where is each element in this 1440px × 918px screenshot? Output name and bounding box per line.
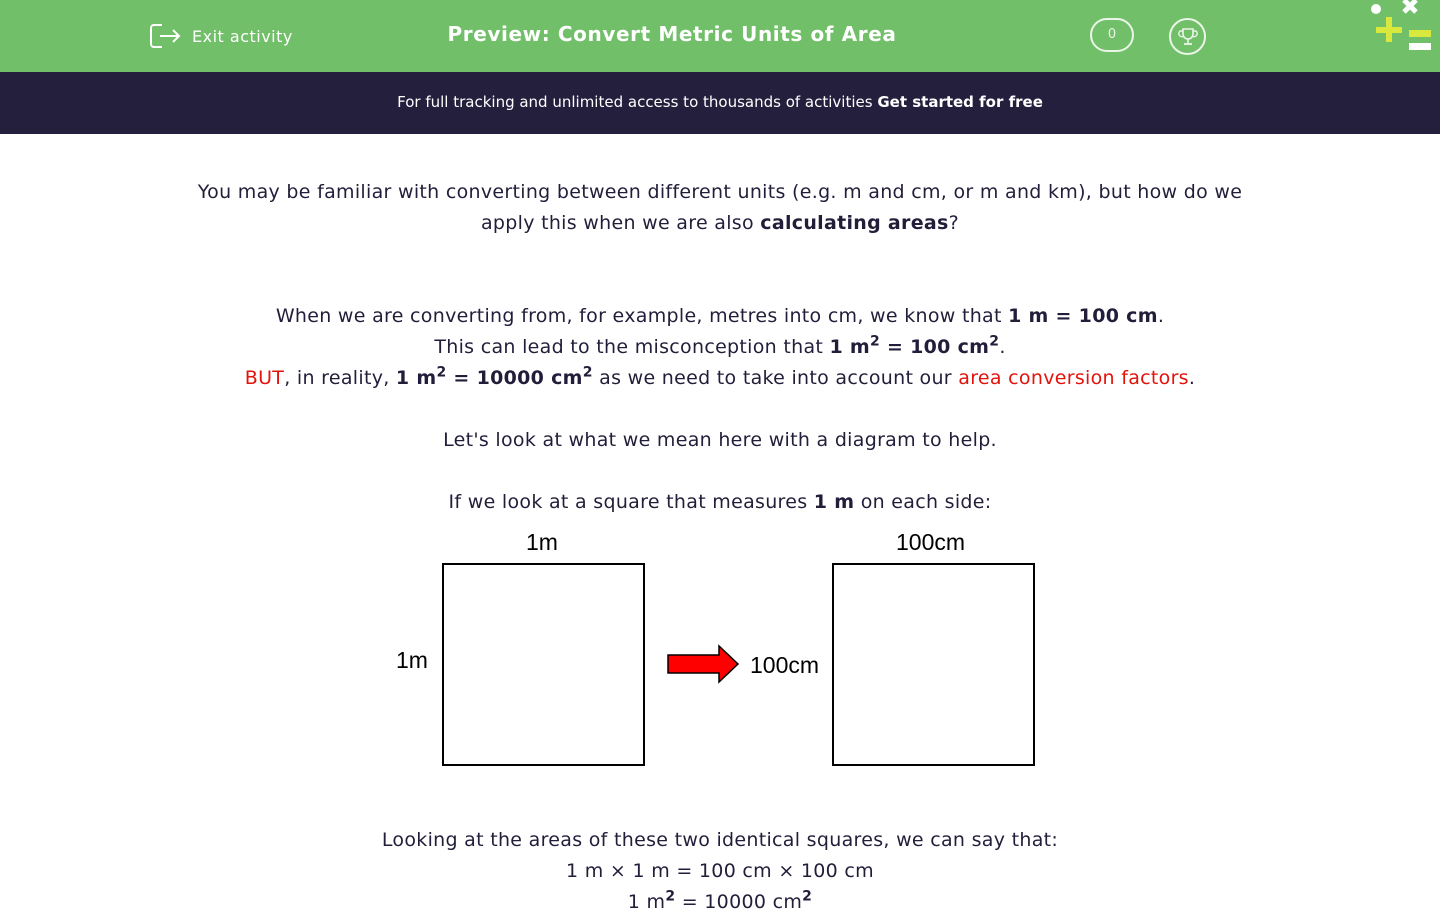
page-title: Preview: Convert Metric Units of Area — [447, 22, 897, 46]
exit-activity-label: Exit activity — [192, 26, 293, 46]
promo-banner — [0, 72, 1440, 134]
right-square-side-label: 100cm — [750, 652, 820, 678]
conclusion-line-2: 1 m × 1 m = 100 cm × 100 cm — [566, 860, 874, 882]
trophy-button[interactable] — [1169, 18, 1206, 55]
conclusion-paragraph — [130, 825, 1310, 918]
intro-line-1: You may be familiar with converting between different units (e.g. m and cm, or m and km), but how do we — [197, 181, 1243, 203]
left-square — [443, 564, 644, 765]
top-bar — [0, 0, 1440, 72]
score-badge: 0 — [1090, 18, 1134, 52]
explain-line-2: This can lead to the misconception that 1 $m^2 = 100$ $cm^2$. — [434, 333, 1006, 358]
explain-paragraph — [130, 301, 1310, 394]
right-arrow-icon — [668, 646, 738, 682]
square-intro-line: If we look at a square that measures 1 m on each side: — [448, 491, 992, 513]
look-line: Let's look at what we mean here with a diagram to help. — [443, 429, 997, 451]
intro-paragraph — [130, 177, 1310, 239]
right-square-top-label: 100cm — [896, 529, 966, 555]
left-square-top-label: 1m — [526, 529, 558, 555]
conclusion-line-3: 1 $m^2 = 10000$ $cm^2$ — [627, 888, 813, 913]
explain-line-3: BUT, in reality, 1 $m^2 = 10000$ $cm^2$ as we need to take into account our area conversion factors. — [244, 364, 1196, 389]
explain-line-1: When we are converting from, for example, metres into cm, we know that 1 m = 100 cm. — [275, 305, 1165, 327]
left-square-side-label: 1m — [396, 647, 428, 673]
conclusion-line-1: Looking at the areas of these two identical squares, we can say that: — [381, 829, 1059, 851]
right-square — [833, 564, 1034, 765]
trophy-icon — [1177, 26, 1199, 48]
intro-line-2: apply this when we are also calculating areas? — [480, 212, 960, 234]
brand-logo — [1366, 0, 1440, 56]
get-started-link[interactable]: Get started for free — [877, 93, 1043, 111]
banner-text: For full tracking and unlimited access to thousands of activities — [397, 93, 873, 111]
